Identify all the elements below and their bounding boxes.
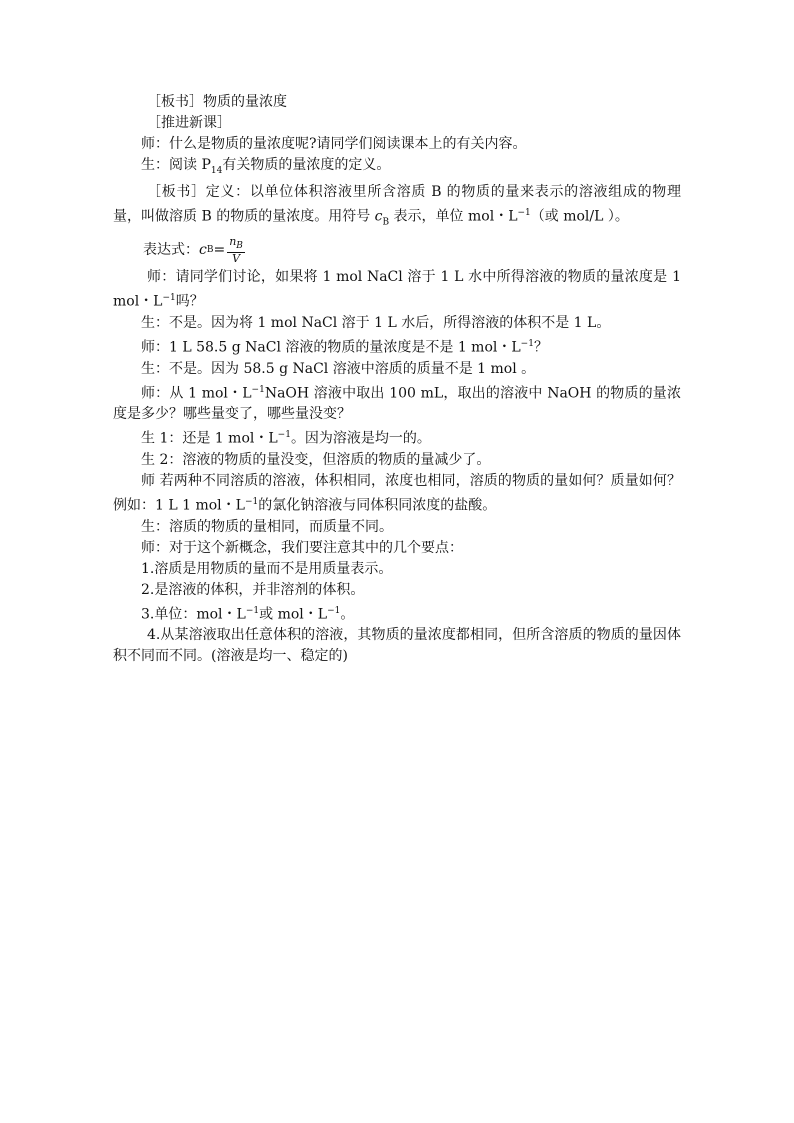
list-item: 1.溶质是用物质的量而不是用质量表示。 (141, 560, 393, 577)
teacher-line: 师：1 L 58.5 g NaCl 溶液的物质的量浓度是不是 1 mol・$L^{-1}$？ (141, 338, 548, 356)
student-line: 生：不是。因为将 1 mol NaCl 溶于 1 L 水后，所得溶液的体积不是 1 L。 (141, 314, 611, 331)
list-item: 2.是溶液的体积，并非溶剂的体积。 (141, 581, 365, 598)
teacher-line: 师：从 1 mol・$L^{-1}NaOH$ 溶液中取出 100 mL，取出的溶液中 NaOH 的物质的量浓度是多少？哪些量变了，哪些量没变？ (113, 384, 681, 423)
definition-paragraph: ［板书］定义：以单位体积溶液里所含溶质 B 的物质的量来表示的溶液组成的物理量，叫做溶质 B 的物质的量浓度。用符号 $c_B$ 表示，单位 mol・$L^{-1}$（或 mol/L ）。 (113, 183, 681, 228)
student-line: 生：不是。因为 58.5 g NaCl 溶液中溶质的质量不是 1 mol 。 (141, 360, 536, 377)
list-item: 4.从某溶液取出任意体积的溶液，其物质的量浓度都相同，但所含溶质的物质的量因体积不同而不同。(溶液是均一、稳定的) (113, 627, 681, 665)
fraction: $\frac{n_B}{V}$ (229, 234, 243, 265)
teacher-line: 师 若两种不同溶质的溶液，体积相同，浓度也相同，溶质的物质的量如何？质量如何？例如：1 L 1 mol・$L^{-1}$的氯化钠溶液与同体积同浓度的盐酸。 (113, 472, 681, 514)
student-line: 生 2：溶液的物质的量没变，但溶质的物质的量减少了。 (141, 451, 491, 468)
teacher-line: 师：请同学们讨论，如果将 1 mol NaCl 溶于 1 L 水中所得溶液的物质的量浓度是 1 mol・$L^{-1}$吗？ (113, 269, 681, 310)
student-line: 生：阅读 $P_{14}$有关物质的量浓度的定义。 (141, 157, 391, 176)
teacher-line: 师：什么是物质的量浓度呢?请同学们阅读课本上的有关内容。 (141, 136, 527, 152)
student-line: 生：溶质的物质的量相同，而质量不同。 (141, 518, 393, 535)
board-heading: ［板书］物质的量浓度 (147, 94, 287, 110)
teacher-line: 师：对于这个新概念，我们要注意其中的几个要点： (141, 539, 463, 556)
student-line: 生 1：还是 1 mol・$L^{-1}$。因为溶液是均一的。 (141, 430, 431, 447)
document-body (113, 92, 681, 667)
list-item: 3.单位：mol・$L^{-1}$或 mol・$L^{-1}$。 (141, 605, 355, 623)
section-label: ［推进新课］ (147, 115, 231, 131)
expression-formula: 表达式： c B = $\frac{n_B}{V}$ (143, 234, 243, 265)
